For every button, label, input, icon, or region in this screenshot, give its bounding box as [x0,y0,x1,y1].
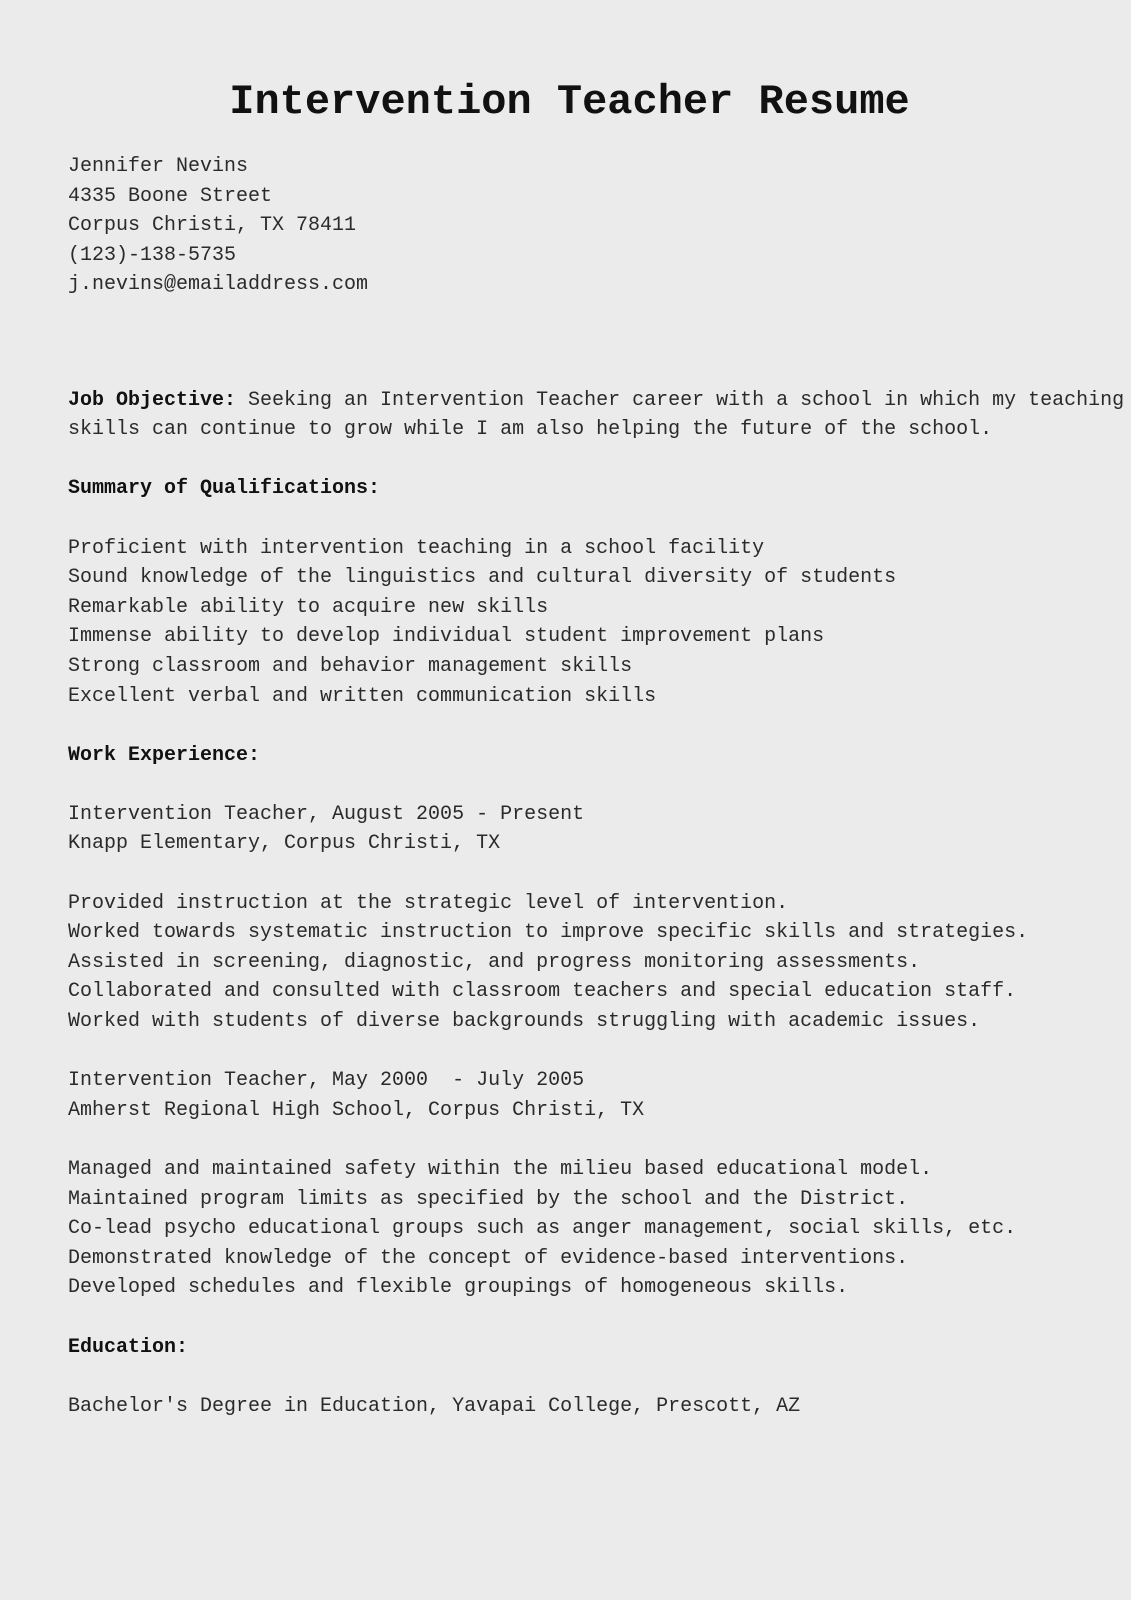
job-duty: Worked with students of diverse backgrounds struggling with academic issues. [68,1010,981,1034]
contact-street: 4335 Boone Street [68,184,273,208]
spacer [68,1362,1071,1392]
job-duty: Developed schedules and flexible groupings of homogeneous skills. [68,1276,849,1300]
job-employer: Amherst Regional High School, Corpus Christi, TX [68,1098,645,1122]
job-duty: Collaborated and consulted with classroom teachers and special education staff. [68,980,1017,1004]
spacer [68,300,1071,356]
spacer [68,356,1071,386]
education-heading: Education: [68,1335,189,1359]
spacer [68,504,1071,534]
summary-item: Proficient with intervention teaching in a school facility [68,536,765,560]
job-duty: Worked towards systematic instruction to improve specific skills and strategies. [68,921,1029,945]
contact-name: Jennifer Nevins [68,155,249,178]
objective-line-1 [68,386,1125,416]
summary-item: Sound knowledge of the linguistics and cultural diversity of students [68,566,897,590]
summary-item: Immense ability to develop individual student improvement plans [68,625,825,649]
experience-heading: Work Experience: [68,743,261,767]
summary-heading: Summary of Qualifications: [68,477,381,501]
job-entry-2 [68,1066,1071,1303]
job-duty: Provided instruction at the strategic level of intervention. [68,891,789,915]
spacer [68,770,1071,800]
spacer [68,1303,1071,1333]
page-title: Intervention Teacher Resume [229,78,910,126]
spacer [68,1125,1071,1155]
contact-city: Corpus Christi, TX 78411 [68,214,357,238]
education-entry: Bachelor's Degree in Education, Yavapai College, Prescott, AZ [68,1394,801,1418]
job-employer: Knapp Elementary, Corpus Christi, TX [68,832,501,856]
spacer [68,859,1071,889]
summary-list [68,534,1071,712]
contact-block [68,152,1071,300]
summary-item: Remarkable ability to acquire new skills [68,595,549,619]
job-duty: Managed and maintained safety within the milieu based educational model. [68,1158,933,1181]
contact-phone: (123)-138-5735 [68,243,237,267]
objective-text-1: Seeking an Intervention Teacher career with a school in which my teaching [236,388,1125,412]
job-entry-1 [68,800,1071,1037]
spacer [68,1037,1071,1067]
objective-text-2: skills can continue to grow while I am also helping the future of the school. [68,418,993,442]
job-duty: Demonstrated knowledge of the concept of evidence-based interventions. [68,1246,909,1270]
summary-item: Excellent verbal and written communication skills [68,684,657,708]
job-title: Intervention Teacher, May 2000 - July 2005 [68,1069,585,1093]
spacer [68,711,1071,741]
job-duty: Maintained program limits as specified by the school and the District. [68,1187,909,1211]
job-title: Intervention Teacher, August 2005 - Present [68,802,585,826]
objective-label: Job Objective: [68,388,237,412]
job-duty: Co-lead psycho educational groups such as anger management, social skills, etc. [68,1217,1017,1241]
spacer [68,445,1071,475]
contact-email: j.nevins@emailaddress.com [68,273,369,297]
job-duty: Assisted in screening, diagnostic, and progress monitoring assessments. [68,950,921,974]
summary-item: Strong classroom and behavior management skills [68,654,633,678]
